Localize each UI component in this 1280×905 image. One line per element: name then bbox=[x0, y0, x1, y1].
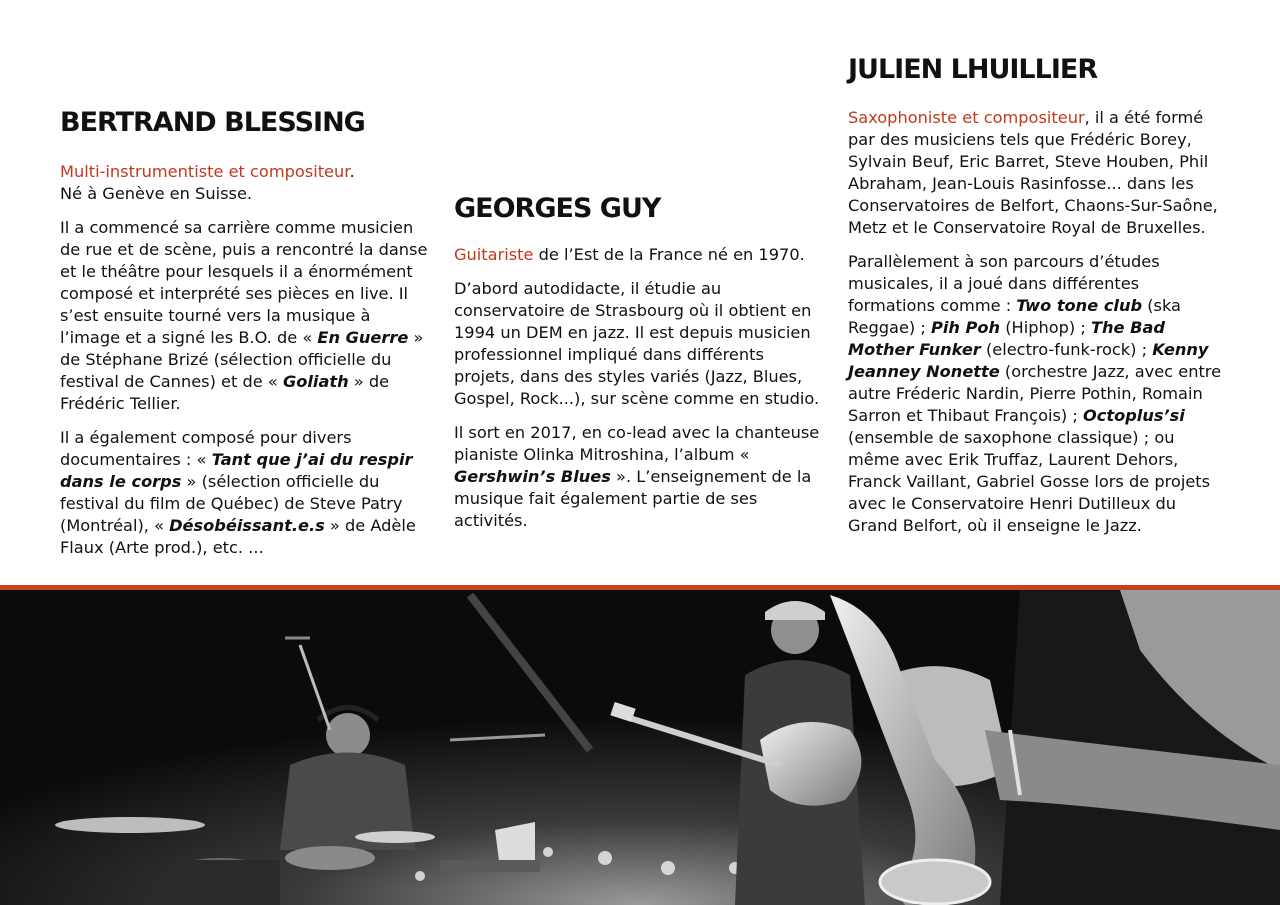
film-title: En Guerre bbox=[317, 327, 409, 347]
role-label: Guitariste bbox=[454, 244, 534, 264]
album-title: Gershwin’s Blues bbox=[454, 466, 611, 486]
bio-georges bbox=[454, 194, 824, 532]
band-name: Octoplus’si bbox=[1082, 405, 1185, 425]
role-julien: Saxophoniste et compositeur, il a été formé par des musiciens tels que Frédéric Borey, Sylvain Beuf, Eric Barret, Steve Houben, Phil Abraham, Jean-Louis Rasinfosse... dans les Conservatoires de Belfort, Chaons-Sur-Saône, Metz et le Conservatoire Royal de Bruxelles. bbox=[848, 107, 1218, 237]
birthplace: Né à Genève en Suisse. bbox=[60, 183, 253, 203]
role-label: Saxophoniste et compositeur bbox=[848, 107, 1085, 127]
name-bertrand: BERTRAND BLESSING bbox=[60, 107, 365, 138]
bio-bertrand bbox=[60, 108, 435, 559]
paragraph: Il sort en 2017, en co-lead avec la chanteuse pianiste Olinka Mitroshina, l’album « Gershwin’s Blues ». L’enseignement de la musique fait également partie de ses activités. bbox=[454, 422, 820, 530]
name-julien: JULIEN LHUILLIER bbox=[848, 54, 1098, 85]
documentary-title: Désobéissant.e.s bbox=[169, 515, 325, 535]
band-name: Pih Poh bbox=[930, 317, 1001, 337]
band-name: Kenny Jeanney Nonette bbox=[848, 339, 1209, 381]
documentary-title: Tant que j’ai du respir dans le corps bbox=[60, 449, 413, 491]
bio-julien bbox=[848, 55, 1230, 537]
band-photo bbox=[0, 590, 1280, 905]
role-label: Multi-instrumentiste et compositeur bbox=[60, 161, 350, 181]
film-title: Goliath bbox=[282, 371, 349, 391]
paragraph: Il a commencé sa carrière comme musicien de rue et de scène, puis a rencontré la danse et le théâtre pour lesquels il a énormément composé et interprété ses pièces en live. Il s’est ensuite tourné vers la musique à l’image et a signé les B.O. de « En Guerre » de Stéphane Brizé (sélection officielle du festival de Cannes) et de « Goliath » de Frédéric Tellier. bbox=[60, 217, 428, 413]
paragraph: D’abord autodidacte, il étudie au conservatoire de Strasbourg où il obtient en 1994 un DEM en jazz. Il est depuis musicien professionnel impliqué dans différents projets, dans des styles variés (Jazz, Blues, Gospel, Rock...), sur scène comme en studio. bbox=[454, 278, 820, 408]
band-name: Two tone club bbox=[1016, 295, 1143, 315]
name-georges: GEORGES GUY bbox=[454, 193, 661, 224]
role-bertrand: Multi-instrumentiste et compositeur. Né à Genève en Suisse. bbox=[60, 161, 355, 203]
band-name: The Bad Mother Funker bbox=[848, 317, 1165, 359]
paragraph: Il a également composé pour divers documentaires : « Tant que j’ai du respir dans le corps » (sélection officielle du festival du film de Québec) de Steve Patry (Montréal), « Désobéissant.e.s » de Adèle Flaux (Arte prod.), etc. ... bbox=[60, 427, 416, 557]
paragraph: Parallèlement à son parcours d’études musicales, il a joué dans différentes formations comme : Two tone club (ska Reggae) ; Pih Poh (Hiphop) ; The Bad Mother Funker (electro-funk-rock) ; Kenny Jeanney Nonette (orchestre Jazz, avec entre autre Fréderic Nardin, Pierre Pothin, Romain Sarron et Thibaut François) ; Octoplus’si (ensemble de saxophone classique) ; ou même avec Erik Truffaz, Laurent Dehors, Franck Vaillant, Gabriel Gosse lors de projets avec le Conservatoire Henri Dutilleux du Grand Belfort, où il enseigne le Jazz. bbox=[848, 251, 1222, 535]
band-photo-illustration bbox=[0, 590, 1280, 905]
role-georges: Guitariste de l’Est de la France né en 1970. bbox=[454, 244, 805, 264]
